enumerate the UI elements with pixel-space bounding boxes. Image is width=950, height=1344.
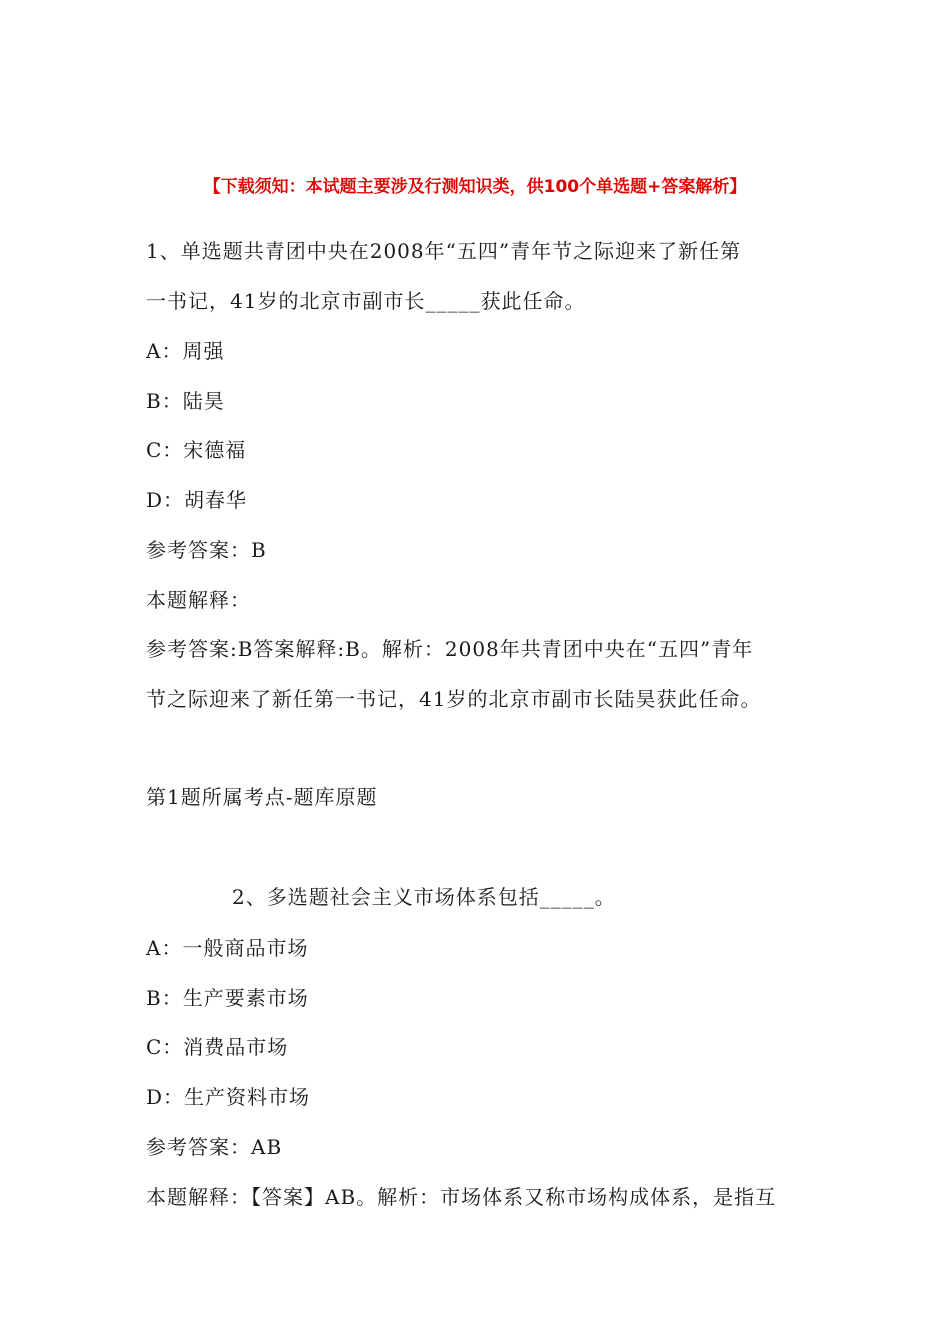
q1-explain-line1: 参考答案:B答案解释:B。解析：2008年共青团中央在“五四”青年 bbox=[146, 637, 754, 661]
q2-option-c: C：消费品市场 bbox=[146, 1035, 289, 1059]
q1-explain-label: 本题解释： bbox=[146, 588, 251, 612]
download-notice: 【下载须知：本试题主要涉及行测知识类，供100个单选题+答案解析】 bbox=[203, 177, 747, 197]
q1-option-c: C：宋德福 bbox=[146, 438, 247, 462]
q2-answer: 参考答案：AB bbox=[146, 1135, 283, 1159]
q1-topic: 第1题所属考点-题库原题 bbox=[146, 785, 378, 809]
q2-explain-line1: 本题解释：【答案】AB。解析：市场体系又称市场构成体系，是指互 bbox=[146, 1185, 777, 1209]
q2-option-d: D：生产资料市场 bbox=[146, 1085, 311, 1109]
q1-stem-line2: 一书记，41岁的北京市副市长_____获此任命。 bbox=[146, 289, 586, 313]
q1-option-b: B：陆昊 bbox=[146, 389, 225, 413]
q1-explain-line2: 节之际迎来了新任第一书记，41岁的北京市副市长陆昊获此任命。 bbox=[146, 687, 762, 711]
q1-option-d: D：胡春华 bbox=[146, 488, 248, 512]
q1-stem-line1: 1、单选题共青团中央在2008年“五四”青年节之际迎来了新任第 bbox=[146, 239, 742, 263]
q1-option-a: A：周强 bbox=[146, 339, 225, 363]
q2-stem: 2、多选题社会主义市场体系包括_____。 bbox=[232, 885, 616, 909]
q2-option-a: A：一般商品市场 bbox=[146, 936, 309, 960]
q1-answer: 参考答案：B bbox=[146, 538, 267, 562]
q2-option-b: B：生产要素市场 bbox=[146, 986, 309, 1010]
